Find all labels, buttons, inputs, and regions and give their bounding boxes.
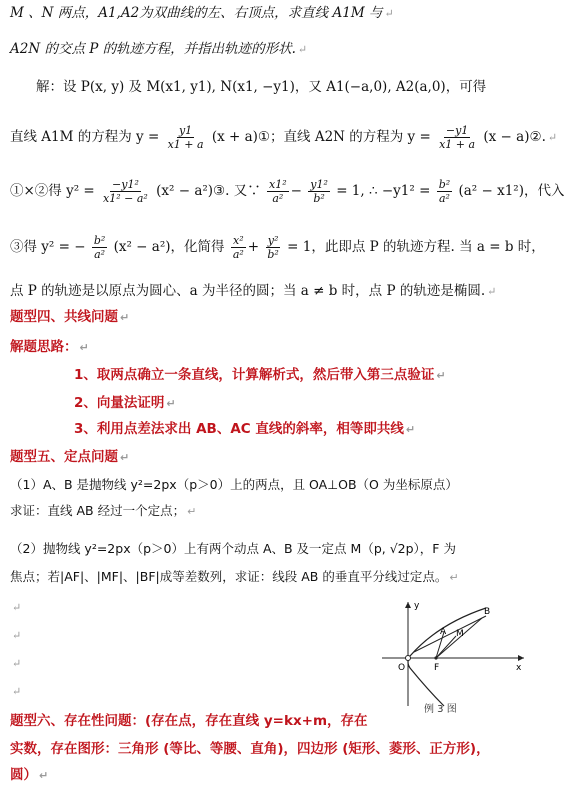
y-arrow-icon	[405, 602, 411, 608]
section-heading-4: 题型四、共线问题 ↵	[10, 309, 130, 325]
solution-line-1: 解：设 P(x, y) 及 M(x1, y1), N(x1, −y1)，又 A1(−a,0), A2(a,0)，可得	[36, 79, 487, 95]
fraction: $\frac{\text{b²}}{\text{a²}}$	[93, 234, 106, 261]
figure-caption: 例 3 图	[424, 704, 457, 715]
x-label: x	[516, 663, 522, 673]
blank-line: ↵	[12, 657, 22, 670]
fraction: $\frac{\text{y²}}{\text{b²}}$	[267, 234, 279, 261]
parabola-figure	[378, 598, 528, 710]
blank-line: ↵	[12, 685, 22, 698]
parabola-curve	[408, 608, 486, 706]
b-label: B	[484, 607, 491, 617]
fraction: $\frac{\text{−y1²}}{\text{x1² − a²}}$	[103, 178, 148, 205]
solution-ideas-label: 解题思路： ↵	[10, 339, 89, 355]
solution-line-5: 点 P 的轨迹是以原点为圆心、a 为半径的圆；当 a ≠ b 时，点 P 的轨迹是椭圆. ↵	[10, 283, 497, 299]
section-heading-6: 题型六、存在性问题：(存在点，存在直线 y=kx+m，存在	[10, 713, 368, 729]
y-label: y	[414, 601, 420, 611]
method-item-1: 1、取两点确立一条直线，计算解析式，然后带入第三点验证 ↵	[74, 367, 446, 383]
line-ob	[414, 616, 486, 652]
fraction: $\frac{y1}{x1 + a}$	[167, 124, 204, 151]
fraction: $\frac{\text{b²}}{\text{a²}}$	[438, 178, 451, 205]
section-heading-6-cont: 实数，存在图形：三角形 (等比、等腰、直角)，四边形 (矩形、菱形、正方形)，	[10, 741, 490, 757]
o-label: O	[398, 663, 406, 673]
problem-5-1-prove: 求证：直线 AB 经过一个定点； ↵	[10, 503, 197, 518]
a-label: A	[440, 627, 447, 637]
method-item-2: 2、向量法证明 ↵	[74, 395, 176, 411]
problem-5-1: （1）A、B 是抛物线 y²=2px（p＞0）上的两点，且 OA⊥OB（O 为坐标原点）	[10, 477, 458, 492]
fraction: $\frac{-y1}{x1 + a}$	[439, 124, 476, 151]
problem-line-2: A2N 的交点 P 的轨迹方程，并指出轨迹的形状. ↵	[10, 41, 308, 57]
section-heading-6-end: 圆） ↵	[10, 767, 49, 783]
blank-line: ↵	[12, 601, 22, 614]
x-arrow-icon	[518, 655, 524, 661]
origin-point	[406, 656, 411, 661]
section-heading-5: 题型五、定点问题 ↵	[10, 449, 130, 465]
problem-5-2: （2）抛物线 y²=2px（p＞0）上有两个动点 A、B 及一定点 M（p, √2p），F 为	[10, 541, 456, 556]
fraction: $\frac{\text{y1²}}{\text{b²}}$	[310, 178, 328, 205]
method-item-3: 3、利用点差法求出 AB、AC 直线的斜率，相等即共线 ↵	[74, 421, 416, 437]
fraction: $\frac{\text{x1²}}{\text{a²}}$	[269, 178, 287, 205]
focus-point	[434, 656, 437, 659]
problem-5-2-cont: 焦点；若|AF|、|MF|、|BF|成等差数列，求证：线段 AB 的垂直平分线过定点。 ↵	[10, 569, 459, 584]
solution-line-4: ③得 y² = − $\frac{\text{b²}}{\text{a²}}$ (x² − a²)，化简得 $\frac{\text{x²}}{\text{a²}}$ + $\frac{\text{y²}}{\text{b²}}$ = 1，此即点 P 的轨迹方程. 当 a = b 时，	[10, 234, 545, 261]
blank-line: ↵	[12, 629, 22, 642]
m-label: M	[456, 629, 464, 639]
solution-line-3: ①×②得 y² = $\frac{\text{−y1²}}{\text{x1² − a²}}$ (x² − a²)③. 又∵ $\frac{\text{x1²}}{\text{a²}}$ − $\frac{\text{y1²}}{\text{b²}}$ = 1, ∴ −y1² = $\frac{\text{b²}}{\text{a²}}$ (a² − x1²)，代入	[10, 178, 564, 205]
fraction: $\frac{\text{x²}}{\text{a²}}$	[232, 234, 244, 261]
f-label: F	[434, 663, 440, 673]
solution-line-2: 直线 A1M 的方程为 y = $\frac{y1}{x1 + a}$ (x + a)①；直线 A2N 的方程为 y = $\frac{-y1}{x1 + a}$ (x − a)②. ↵	[10, 124, 558, 151]
problem-line-1: M 、N 两点，A1,A2为双曲线的左、右顶点，求直线 A1M 与 ↵	[10, 5, 394, 21]
